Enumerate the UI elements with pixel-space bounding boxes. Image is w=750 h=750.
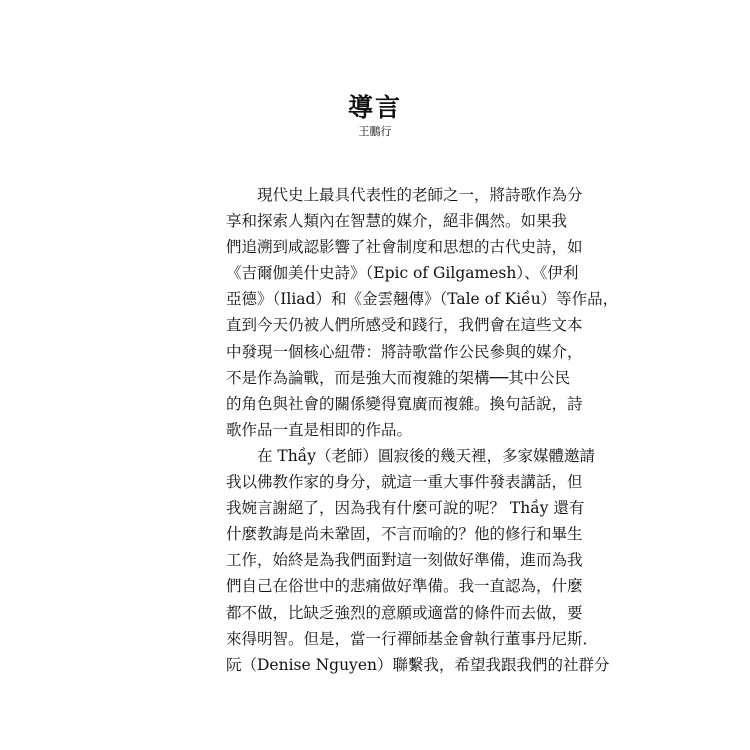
text-line: 直到今天仍被人們所感受和踐行，我們會在這些文本 (226, 316, 583, 335)
text-line: 們自己在俗世中的悲痛做好準備。我一直認為，什麼 (226, 577, 583, 596)
chapter-author: 王鵬行 (358, 125, 392, 138)
text-line: 在 Thầy（老師）圓寂後的幾天裡，多家媒體邀請 (226, 446, 596, 465)
text-line: 工作，始終是為我們面對這一刻做好準備，進而為我 (226, 551, 583, 570)
text-line: 來得明智。但是，當一行禪師基金會執行董事丹尼斯． (226, 629, 599, 648)
body-text (226, 182, 619, 678)
text-line: 享和探索人類內在智慧的媒介，絕非偶然。如果我 (226, 212, 568, 231)
text-line: 的角色與社會的關係變得寬廣而複雜。換句話說，詩 (226, 394, 583, 413)
text-line: 亞德》（Iliad）和《金雲翹傳》（Tale of Kiều）等作品， (226, 290, 619, 309)
text-line: 什麼教誨是尚未鞏固，不言而喻的？他的修行和畢生 (226, 525, 583, 544)
text-line: 阮（Denise Nguyen）聯繫我，希望我跟我們的社群分 (226, 655, 610, 674)
text-line: 中發現一個核心紐帶：將詩歌當作公民參與的媒介， (226, 342, 583, 361)
text-line: 我婉言謝絕了，因為我有什麼可說的呢？ Thầy 還有 (226, 499, 585, 518)
text-line: 現代史上最具代表性的老師之一，將詩歌作為分 (226, 186, 583, 204)
text-line: 《吉爾伽美什史詩》（Epic of Gilgamesh）、《伊利 (226, 264, 579, 283)
text-line: 都不做，比缺乏強烈的意願或適當的條件而去做，要 (226, 603, 583, 622)
chapter-title: 導言 (347, 93, 402, 122)
text-line: 不是作為論戰，而是強大而複雜的架構──其中公民 (226, 368, 571, 387)
text-line: 歌作品一直是相即的作品。 (226, 420, 413, 439)
text-line: 們追溯到咸認影響了社會制度和思想的古代史詩，如 (226, 238, 583, 257)
text-line: 我以佛教作家的身分，就這一重大事件發表講話，但 (226, 473, 583, 492)
